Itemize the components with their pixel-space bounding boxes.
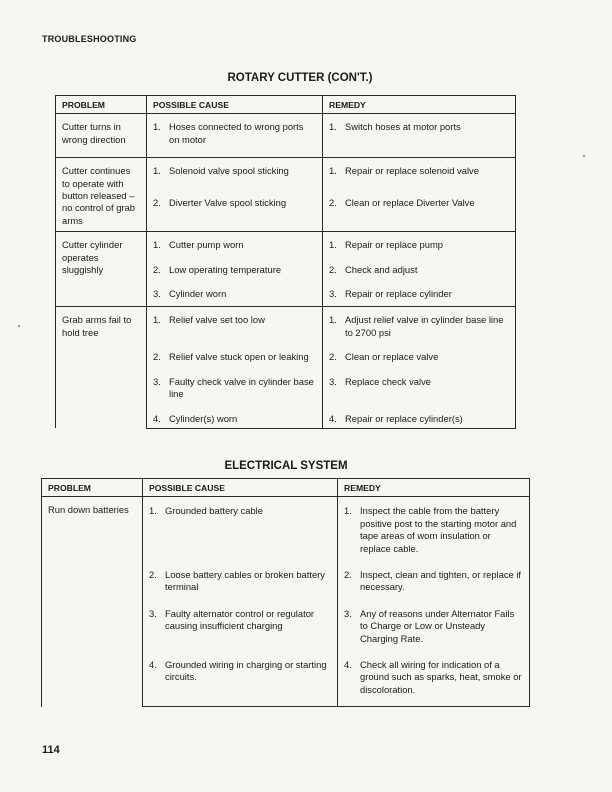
table-header-row (42, 479, 530, 497)
rotary-cutter-table (55, 95, 516, 429)
cause-cell: 3. Cylinder worn (147, 280, 323, 307)
cause-cell: 1. Relief valve set too low (147, 307, 323, 343)
speck-mark (18, 325, 20, 327)
table-header-row (56, 96, 516, 114)
remedy-cell: 1. Repair or replace pump (323, 232, 516, 256)
cause-cell: 2. Relief valve stuck open or leaking (147, 343, 323, 367)
cause-cell: 4. Cylinder(s) worn (147, 405, 323, 429)
speck-mark (583, 155, 585, 157)
remedy-cell: 3. Any of reasons under Alternator Fails to Charge or Low or Unsteady Charging Rate. (338, 598, 530, 649)
cause-cell: 1. Cutter pump worn (147, 232, 323, 256)
cause-cell: 1. Hoses connected to wrong ports on motor (147, 114, 323, 150)
column-header-remedy: REMEDY (338, 479, 530, 497)
remedy-cell: 1. Inspect the cable from the battery positive post to the starting motor and tape areas of worn insulation or replace cable. (338, 497, 530, 559)
remedy-cell: 1. Repair or replace solenoid valve (323, 158, 516, 185)
column-header-problem: PROBLEM (42, 479, 143, 497)
column-header-problem: PROBLEM (56, 96, 147, 114)
cause-cell: 3. Faulty alternator control or regulator causing insufficient charging (143, 598, 338, 649)
problem-cell: Cutter turns in wrong direction (56, 114, 147, 150)
cause-cell: 1. Solenoid valve spool sticking (147, 158, 323, 185)
remedy-cell: 4. Repair or replace cylinder(s) (323, 405, 516, 429)
cause-cell: 3. Faulty check valve in cylinder base line (147, 368, 323, 405)
remedy-cell: 2. Clean or replace valve (323, 343, 516, 367)
problem-cell: Cutter continues to operate with button released – no control of grab arms (56, 158, 147, 232)
problem-cell: Grab arms fail to hold tree (56, 307, 147, 428)
electrical-system-table (41, 478, 530, 707)
remedy-cell: 2. Clean or replace Diverter Valve (323, 184, 516, 232)
remedy-cell: 1. Switch hoses at motor ports (323, 114, 516, 150)
cause-cell: 4. Grounded wiring in charging or starting circuits. (143, 649, 338, 707)
problem-cell: Cutter cylinder operates sluggishly (56, 232, 147, 307)
table-row (56, 307, 516, 343)
cause-cell: 2. Diverter Valve spool sticking (147, 184, 323, 232)
cause-cell: 1. Grounded battery cable (143, 497, 338, 559)
page-number: 114 (42, 744, 60, 756)
cause-cell: 2. Loose battery cables or broken battery terminal (143, 559, 338, 598)
column-header-possible-cause: POSSIBLE CAUSE (143, 479, 338, 497)
remedy-cell: 2. Check and adjust (323, 256, 516, 280)
column-header-remedy: REMEDY (323, 96, 516, 114)
remedy-cell: 3. Replace check valve (323, 368, 516, 405)
table-row (56, 114, 516, 150)
table-row (42, 497, 530, 559)
running-header: TROUBLESHOOTING (42, 34, 137, 44)
table-row (56, 232, 516, 256)
remedy-cell: 4. Check all wiring for indication of a ground such as sparks, heat, smoke or discoloration. (338, 649, 530, 707)
remedy-cell: 1. Adjust relief valve in cylinder base line to 2700 psi (323, 307, 516, 343)
remedy-cell: 2. Inspect, clean and tighten, or replace if necessary. (338, 559, 530, 598)
table-row-spacer (56, 150, 516, 158)
cause-cell: 2. Low operating temperature (147, 256, 323, 280)
problem-cell: Run down batteries (42, 497, 143, 707)
table-row (56, 158, 516, 185)
electrical-system-title: ELECTRICAL SYSTEM (224, 460, 348, 472)
column-header-possible-cause: POSSIBLE CAUSE (147, 96, 323, 114)
rotary-cutter-title: ROTARY CUTTER (CON'T.) (227, 72, 373, 84)
remedy-cell: 3. Repair or replace cylinder (323, 280, 516, 307)
